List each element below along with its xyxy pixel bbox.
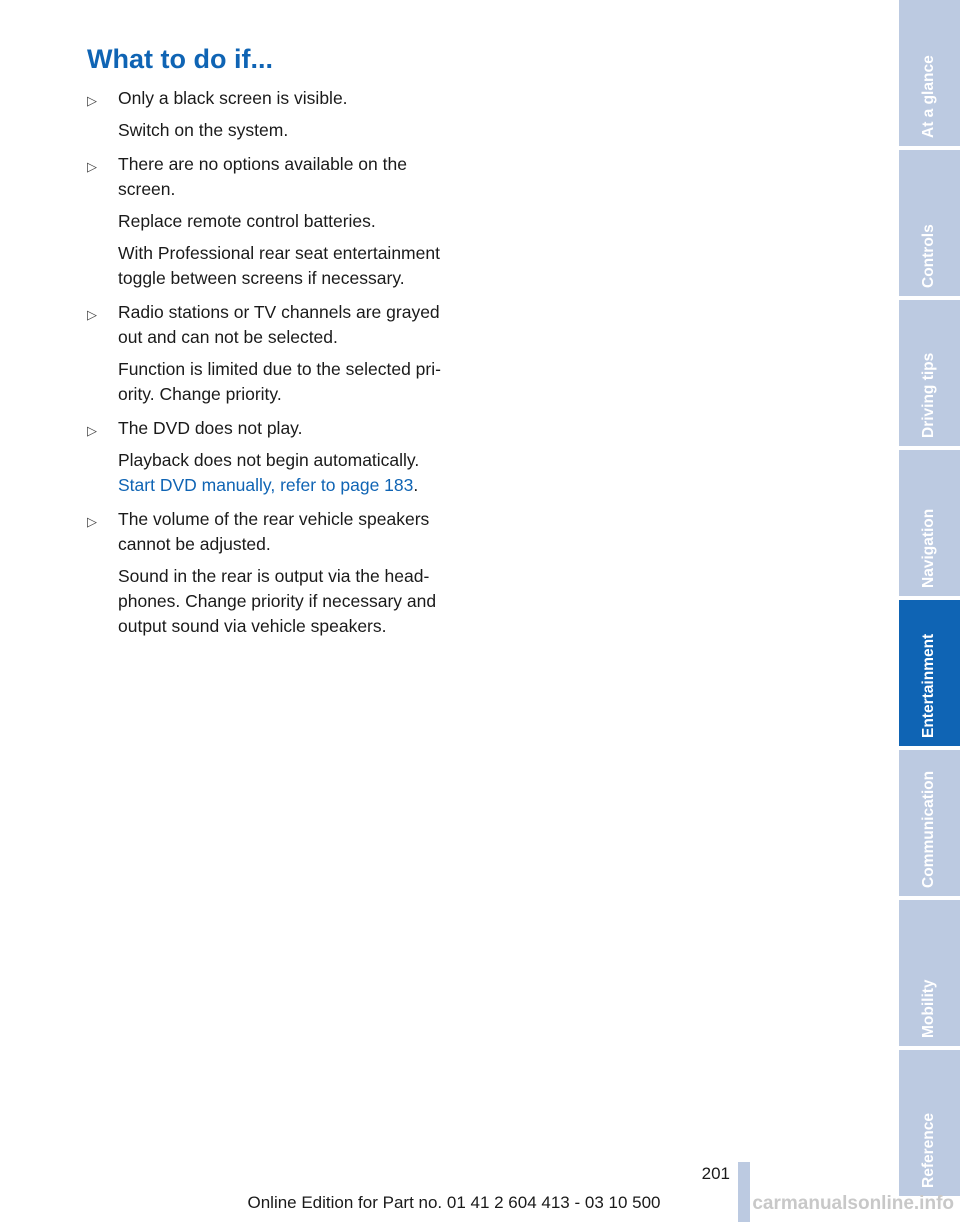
problem-text: Radio stations or TV channels are grayed out and can not be selected. (118, 302, 440, 347)
solution-text: Function is limited due to the selected priority. Change priority. (118, 359, 441, 404)
list-item (87, 416, 467, 498)
tab-label: Controls (919, 224, 937, 288)
solution-text: Switch on the system. (118, 120, 289, 140)
solution-text: Replace remote control batteries. (118, 211, 376, 231)
triangle-bullet-icon: ▷ (87, 159, 97, 174)
page-title: What to do if... (87, 44, 273, 74)
chapter-tabs (899, 0, 960, 1222)
problem-text: Only a black screen is visible. (118, 88, 348, 108)
list-item (87, 152, 467, 291)
tab-entertainment[interactable] (899, 600, 960, 746)
site-watermark[interactable]: carmanualsonline.info (752, 1193, 954, 1214)
list-item (87, 86, 467, 143)
troubleshooting-list (87, 86, 467, 648)
tab-navigation[interactable] (899, 450, 960, 596)
tab-at-a-glance[interactable] (899, 0, 960, 146)
solution-text: Sound in the rear is output via the headphones. Change priority if necessary and output sound via vehicle speakers. (118, 566, 437, 636)
tab-label: At a glance (919, 55, 937, 138)
tab-controls[interactable] (899, 150, 960, 296)
triangle-bullet-icon: ▷ (87, 514, 97, 529)
tab-label: Entertainment (919, 633, 937, 738)
page-number: 201 (701, 1164, 730, 1183)
list-item (87, 300, 467, 407)
edition-footer: Online Edition for Part no. 01 41 2 604 413 - 03 10 500 (247, 1193, 661, 1212)
triangle-bullet-icon: ▷ (87, 307, 97, 322)
start-dvd-link[interactable]: Start DVD manually, refer to page 183 (118, 475, 414, 495)
tab-driving-tips[interactable] (899, 300, 960, 446)
tab-label: Mobility (919, 979, 937, 1038)
triangle-bullet-icon: ▷ (87, 93, 97, 108)
link-suffix: . (413, 475, 419, 495)
tab-mobility[interactable] (899, 900, 960, 1046)
solution-text: With Professional rear seat entertainment toggle between screens if necessary. (118, 243, 440, 288)
tab-label: Communication (919, 770, 937, 888)
list-item (87, 507, 467, 639)
problem-text: The DVD does not play. (118, 418, 303, 438)
triangle-bullet-icon: ▷ (87, 423, 97, 438)
tab-communication[interactable] (899, 750, 960, 896)
page-marker-bar (738, 1162, 750, 1222)
problem-text: There are no options available on the screen. (118, 154, 407, 199)
tab-label: Navigation (919, 508, 937, 588)
solution-text (118, 448, 467, 498)
solution-text: Playback does not begin automatically. (118, 450, 420, 470)
problem-text: The volume of the rear vehicle speakers cannot be adjusted. (118, 509, 430, 554)
tab-reference[interactable] (899, 1050, 960, 1196)
tab-label: Driving tips (919, 352, 937, 438)
tab-label: Reference (919, 1113, 937, 1188)
